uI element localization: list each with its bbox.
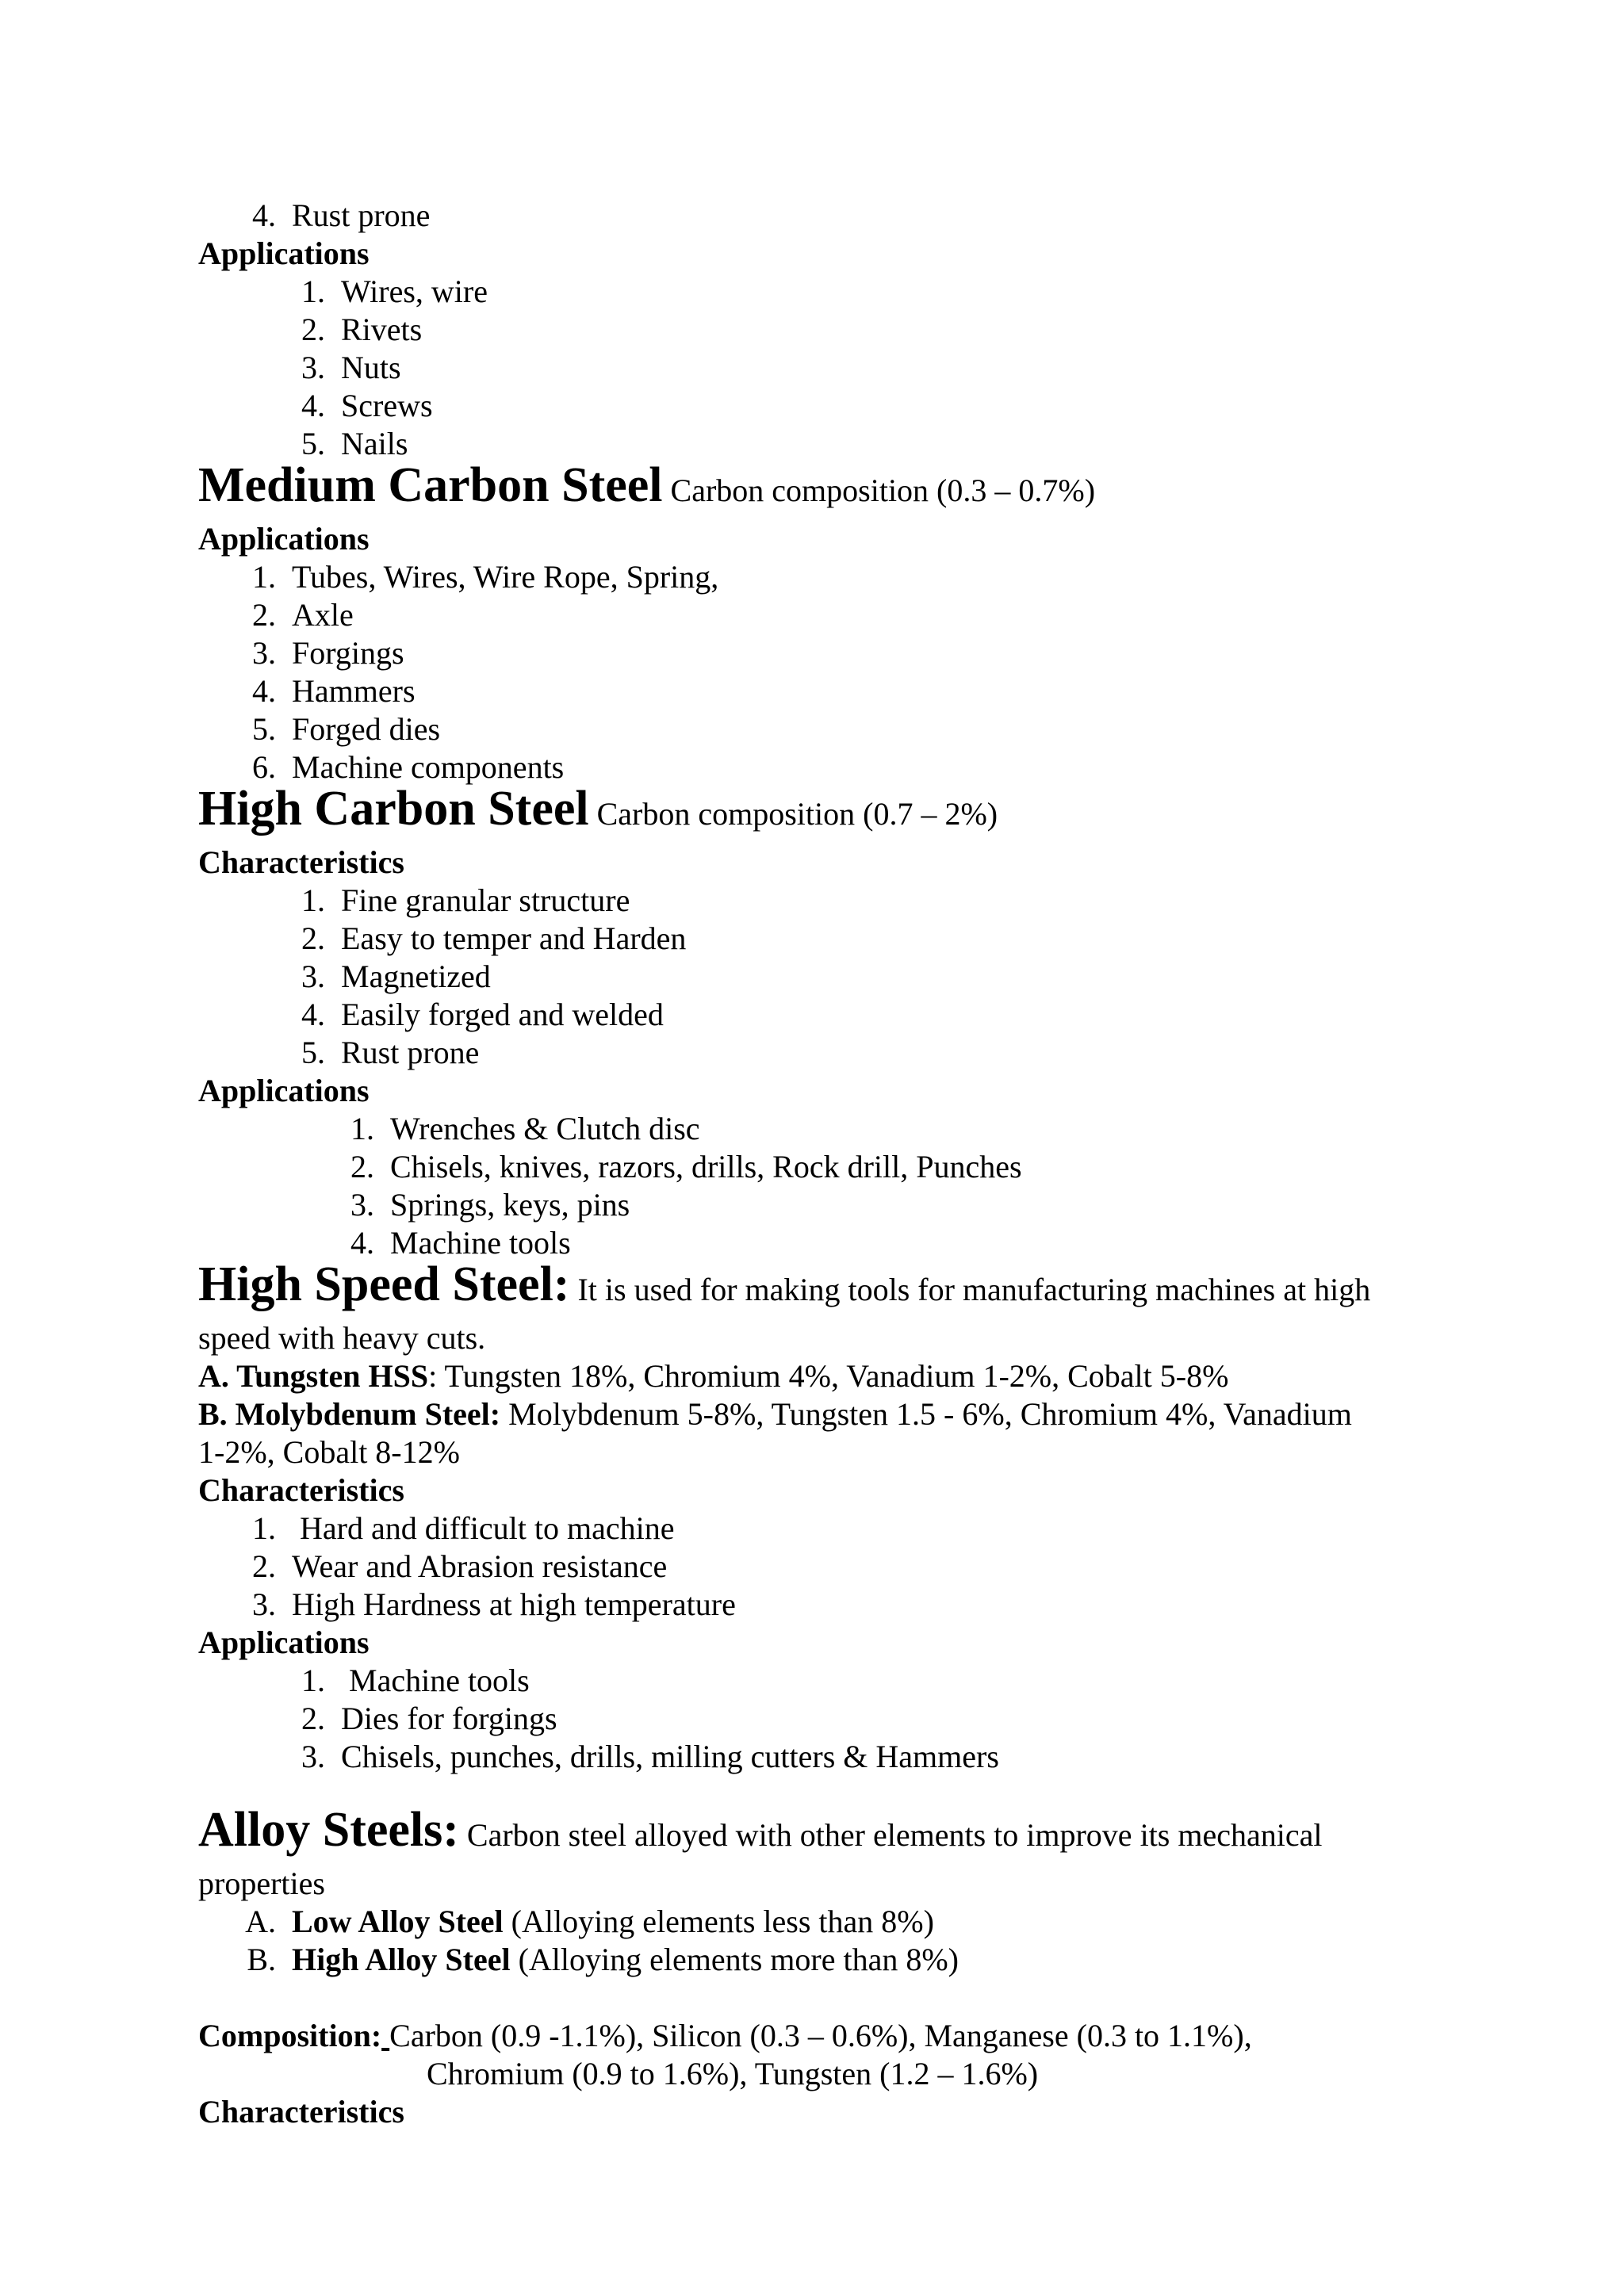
list-item: 6. Machine components	[252, 749, 565, 785]
list-item: 3. Magnetized	[301, 959, 491, 994]
list-item: B. High Alloy Steel (Alloying elements more than 8%)	[247, 1942, 959, 1977]
list-item: 5. Nails	[301, 426, 408, 461]
list-item: 2. Axle	[252, 597, 354, 633]
molybdenum-steel-line: B. Molybdenum Steel: Molybdenum 5-8%, Tungsten 1.5 - 6%, Chromium 4%, Vanadium	[198, 1396, 1352, 1432]
list-item: 1. Fine granular structure	[301, 882, 630, 918]
list-item: 2. Rivets	[301, 312, 423, 347]
list-item: 1. Wires, wire	[301, 274, 488, 309]
list-item: 5. Rust prone	[301, 1035, 480, 1070]
applications-heading: Applications	[198, 1073, 370, 1108]
list-item: 1. Tubes, Wires, Wire Rope, Spring,	[252, 559, 719, 595]
list-item: 2. Chisels, knives, razors, drills, Rock drill, Punches	[350, 1149, 1022, 1184]
section-heading-high-carbon: High Carbon Steel Carbon composition (0.7 – 2%)	[198, 782, 998, 836]
list-item: 1. Machine tools	[301, 1663, 530, 1698]
list-item: 4. Machine tools	[350, 1225, 571, 1261]
characteristics-heading: Characteristics	[198, 844, 404, 880]
applications-heading: Applications	[198, 521, 370, 557]
paragraph-line: speed with heavy cuts.	[198, 1320, 486, 1356]
paragraph-line: properties	[198, 1866, 325, 1901]
list-item: A. Low Alloy Steel (Alloying elements less than 8%)	[245, 1904, 934, 1939]
list-item: 1. Hard and difficult to machine	[252, 1510, 675, 1546]
list-item: 4. Rust prone	[252, 197, 431, 233]
applications-heading: Applications	[198, 1624, 370, 1660]
paragraph-line: 1-2%, Cobalt 8-12%	[198, 1434, 460, 1470]
characteristics-heading: Characteristics	[198, 2094, 404, 2130]
section-heading-medium-carbon: Medium Carbon Steel Carbon composition (0.3 – 0.7%)	[198, 458, 1096, 512]
list-item: 2. Easy to temper and Harden	[301, 920, 687, 956]
composition-line: Composition: Carbon (0.9 -1.1%), Silicon (0.3 – 0.6%), Manganese (0.3 to 1.1%),	[198, 2018, 1252, 2053]
list-item: 3. Chisels, punches, drills, milling cutters & Hammers	[301, 1739, 999, 1774]
applications-heading: Applications	[198, 235, 370, 271]
list-item: 4. Screws	[301, 388, 433, 423]
paragraph-line: Chromium (0.9 to 1.6%), Tungsten (1.2 – 1.6%)	[427, 2056, 1039, 2091]
section-heading-high-speed: High Speed Steel: It is used for making tools for manufacturing machines at high	[198, 1257, 1371, 1311]
list-item: 2. Wear and Abrasion resistance	[252, 1548, 668, 1584]
tungsten-hss-line: A. Tungsten HSS: Tungsten 18%, Chromium 4%, Vanadium 1-2%, Cobalt 5-8%	[198, 1358, 1229, 1394]
section-heading-alloy-steels: Alloy Steels: Carbon steel alloyed with other elements to improve its mechanical	[198, 1803, 1323, 1857]
list-item: 4. Hammers	[252, 673, 416, 709]
characteristics-heading: Characteristics	[198, 1472, 404, 1508]
list-item: 3. High Hardness at high temperature	[252, 1586, 736, 1622]
list-item: 2. Dies for forgings	[301, 1701, 557, 1736]
list-item: 5. Forged dies	[252, 711, 441, 747]
list-item: 3. Forgings	[252, 635, 404, 671]
list-item: 1. Wrenches & Clutch disc	[350, 1111, 700, 1146]
list-item: 3. Springs, keys, pins	[350, 1187, 630, 1223]
list-item: 4. Easily forged and welded	[301, 997, 664, 1032]
list-item: 3. Nuts	[301, 350, 401, 385]
